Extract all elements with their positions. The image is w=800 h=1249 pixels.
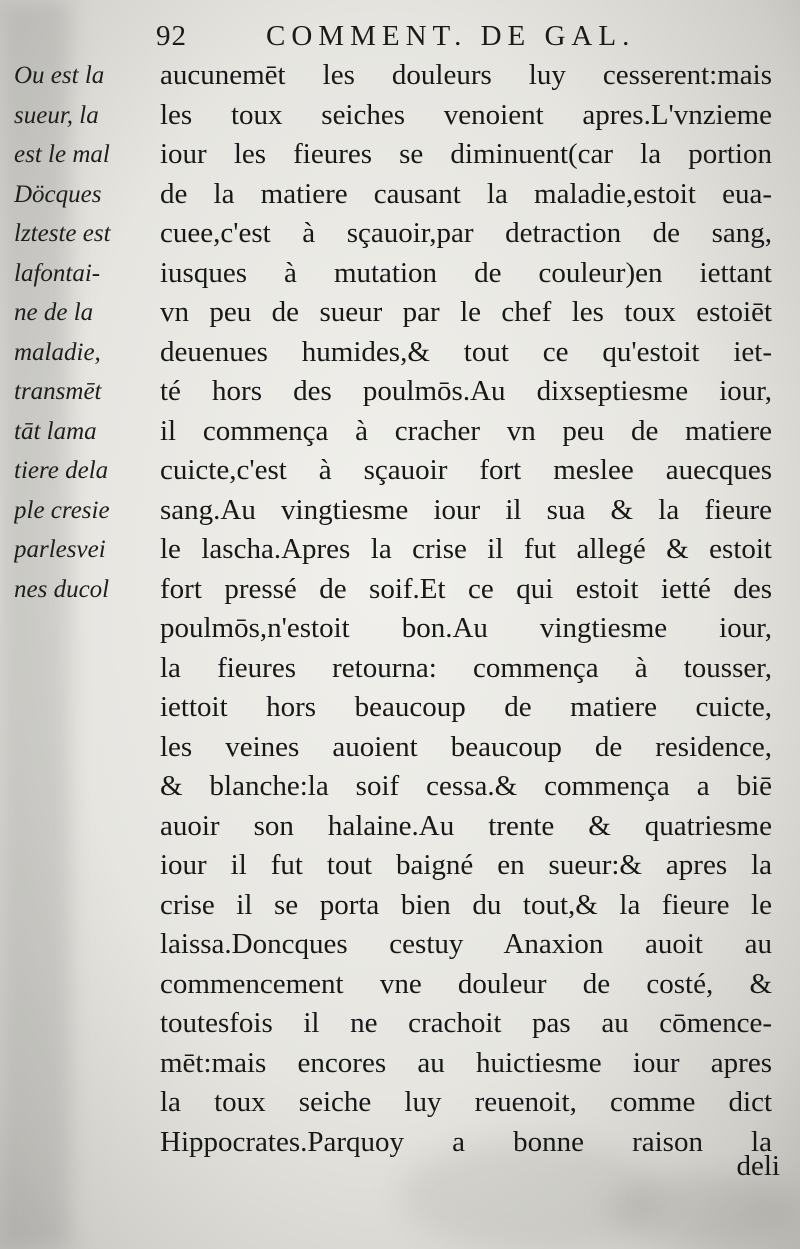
text-line: mēt:mais encores au huictiesme iour apres xyxy=(160,1046,772,1079)
text-line: iettoit hors beaucoup de matiere cuicte, xyxy=(160,691,772,723)
text-line: iusques à mutation de couleur)en iettant xyxy=(160,256,772,289)
margin-note xyxy=(14,56,164,609)
catchword: deli xyxy=(736,1150,780,1182)
text-line: crise il se porta bien du tout,& la fieure le xyxy=(160,888,772,921)
text-line: il commença à cracher vn peu de matiere xyxy=(160,414,772,447)
text-line: vn peu de sueur par le chef les toux estoiēt xyxy=(160,296,772,328)
text-line: cuee,c'est à sçauoir,par detraction de sang, xyxy=(160,217,772,249)
text-line: les veines auoient beaucoup de residence, xyxy=(160,730,772,763)
margin-note-line: sueur, la xyxy=(14,101,99,129)
margin-note-line: lzteste est xyxy=(14,220,111,247)
running-title: COMMENT. DE GAL. xyxy=(266,20,636,52)
text-line: sang.Au vingtiesme iour il sua & la fieure xyxy=(160,493,772,526)
margin-note-line: transmēt xyxy=(14,378,102,405)
text-line: Hippocrates.Parquoy a bonne raison la xyxy=(160,1125,772,1158)
text-line: iour les fieures se diminuent(car la portion xyxy=(160,138,772,170)
page-number: 92 xyxy=(156,20,187,52)
text-line: toutesfois il ne crachoit pas au cōmence- xyxy=(160,1007,772,1039)
text-line: les toux seiches venoient apres.L'vnzieme xyxy=(160,98,772,131)
text-line: & blanche:la soif cessa.& commença a biē xyxy=(160,770,772,802)
text-line: la fieures retourna: commença à tousser, xyxy=(160,651,772,684)
margin-note-line: parlesvei xyxy=(14,536,106,563)
text-line: commencement vne douleur de costé, & xyxy=(160,967,772,1000)
margin-note-line: lafontai- xyxy=(14,259,101,287)
page-header xyxy=(156,20,796,56)
margin-note-line: nes ducol xyxy=(14,575,110,603)
margin-note-line: tāt lama xyxy=(14,417,97,445)
text-line: aucunemēt les douleurs luy cesserent:mais xyxy=(160,59,772,91)
margin-note-line: Ou est la xyxy=(14,62,105,89)
margin-note-line: ne de la xyxy=(14,299,94,326)
text-line: iour il fut tout baigné en sueur:& apres la xyxy=(160,849,772,881)
margin-note-line: ple cresie xyxy=(14,496,110,524)
text-line: poulmōs,n'estoit bon.Au vingtiesme iour, xyxy=(160,612,772,644)
text-line: de la matiere causant la maladie,estoit eua- xyxy=(160,177,772,210)
margin-note-line: Döcques xyxy=(14,180,102,208)
text-line: fort pressé de soif.Et ce qui estoit ietté des xyxy=(160,572,772,605)
margin-note-line: est le mal xyxy=(14,141,110,168)
paper-stain xyxy=(610,1175,800,1245)
margin-note-line: tiere dela xyxy=(14,457,109,484)
text-line: deuenues humides,& tout ce qu'estoit iet- xyxy=(160,335,772,368)
margin-note-line: maladie, xyxy=(14,338,101,366)
text-line: la toux seiche luy reuenoit, comme dict xyxy=(160,1086,772,1118)
text-line: cuicte,c'est à sçauoir fort meslee auecques xyxy=(160,454,772,486)
text-line: laissa.Doncques cestuy Anaxion auoit au xyxy=(160,928,772,960)
text-line: auoir son halaine.Au trente & quatriesme xyxy=(160,809,772,842)
body-text xyxy=(160,56,772,1162)
text-line: té hors des poulmōs.Au dixseptiesme iour, xyxy=(160,375,772,407)
text-line: le lascha.Apres la crise il fut allegé & estoit xyxy=(160,533,772,565)
